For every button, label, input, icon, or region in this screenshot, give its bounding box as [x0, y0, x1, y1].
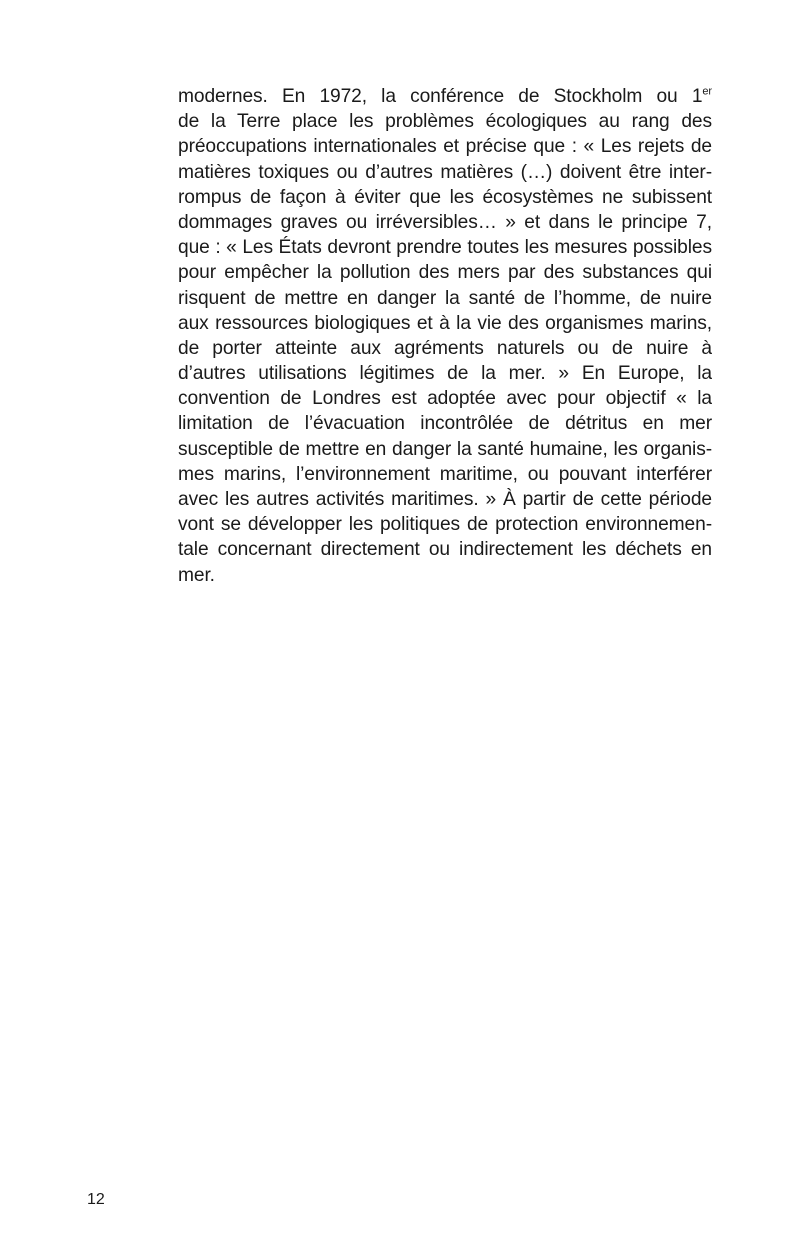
text-line-3: préoccupations internationales et précise que : « Les rejets de	[178, 136, 712, 158]
text-line-10: aux ressources biologiques et à la vie des organismes marins,	[178, 312, 712, 334]
text-line-7: que : « Les États devront prendre toutes les mesures possibles	[178, 237, 712, 259]
text-line-14: limitation de l’évacuation incontrôlée de détritus en mer	[178, 413, 712, 435]
text-line-12: d’autres utilisations légitimes de la mer. » En Europe, la	[178, 363, 712, 385]
text-line-8: pour empêcher la pollution des mers par des substances qui	[178, 262, 712, 284]
text-line-5: rompus de façon à éviter que les écosystèmes ne subissent	[178, 186, 712, 208]
superscript-er: er	[702, 85, 712, 98]
text-line-13: convention de Londres est adoptée avec pour objectif « la	[178, 388, 712, 410]
page-number: 12	[87, 1191, 105, 1208]
text-line-20: mer.	[178, 564, 215, 586]
body-paragraph	[178, 84, 712, 588]
text-line-18: vont se développer les politiques de protection environnemen-	[178, 514, 712, 536]
text-line-15: susceptible de mettre en danger la santé humaine, les organis-	[178, 438, 712, 460]
text-line-9: risquent de mettre en danger la santé de l’homme, de nuire	[178, 287, 712, 309]
text-line-19: tale concernant directement ou indirectement les déchets en	[178, 539, 712, 561]
text-line-17: avec les autres activités maritimes. » À partir de cette période	[178, 489, 712, 510]
text-line-2: de la Terre place les problèmes écologiques au rang des	[178, 111, 712, 133]
text-line-11: de porter atteinte aux agréments naturels ou de nuire à	[178, 337, 712, 359]
text-line-1: modernes. En 1972, la conférence de Stockholm ou 1er	[178, 85, 712, 107]
text-line-4: matières toxiques ou d’autres matières (…) doivent être inter-	[178, 161, 712, 183]
text-line-6: dommages graves ou irréversibles… » et dans le principe 7,	[178, 211, 712, 233]
text-line-16: mes marins, l’environnement maritime, ou pouvant interférer	[178, 463, 712, 485]
